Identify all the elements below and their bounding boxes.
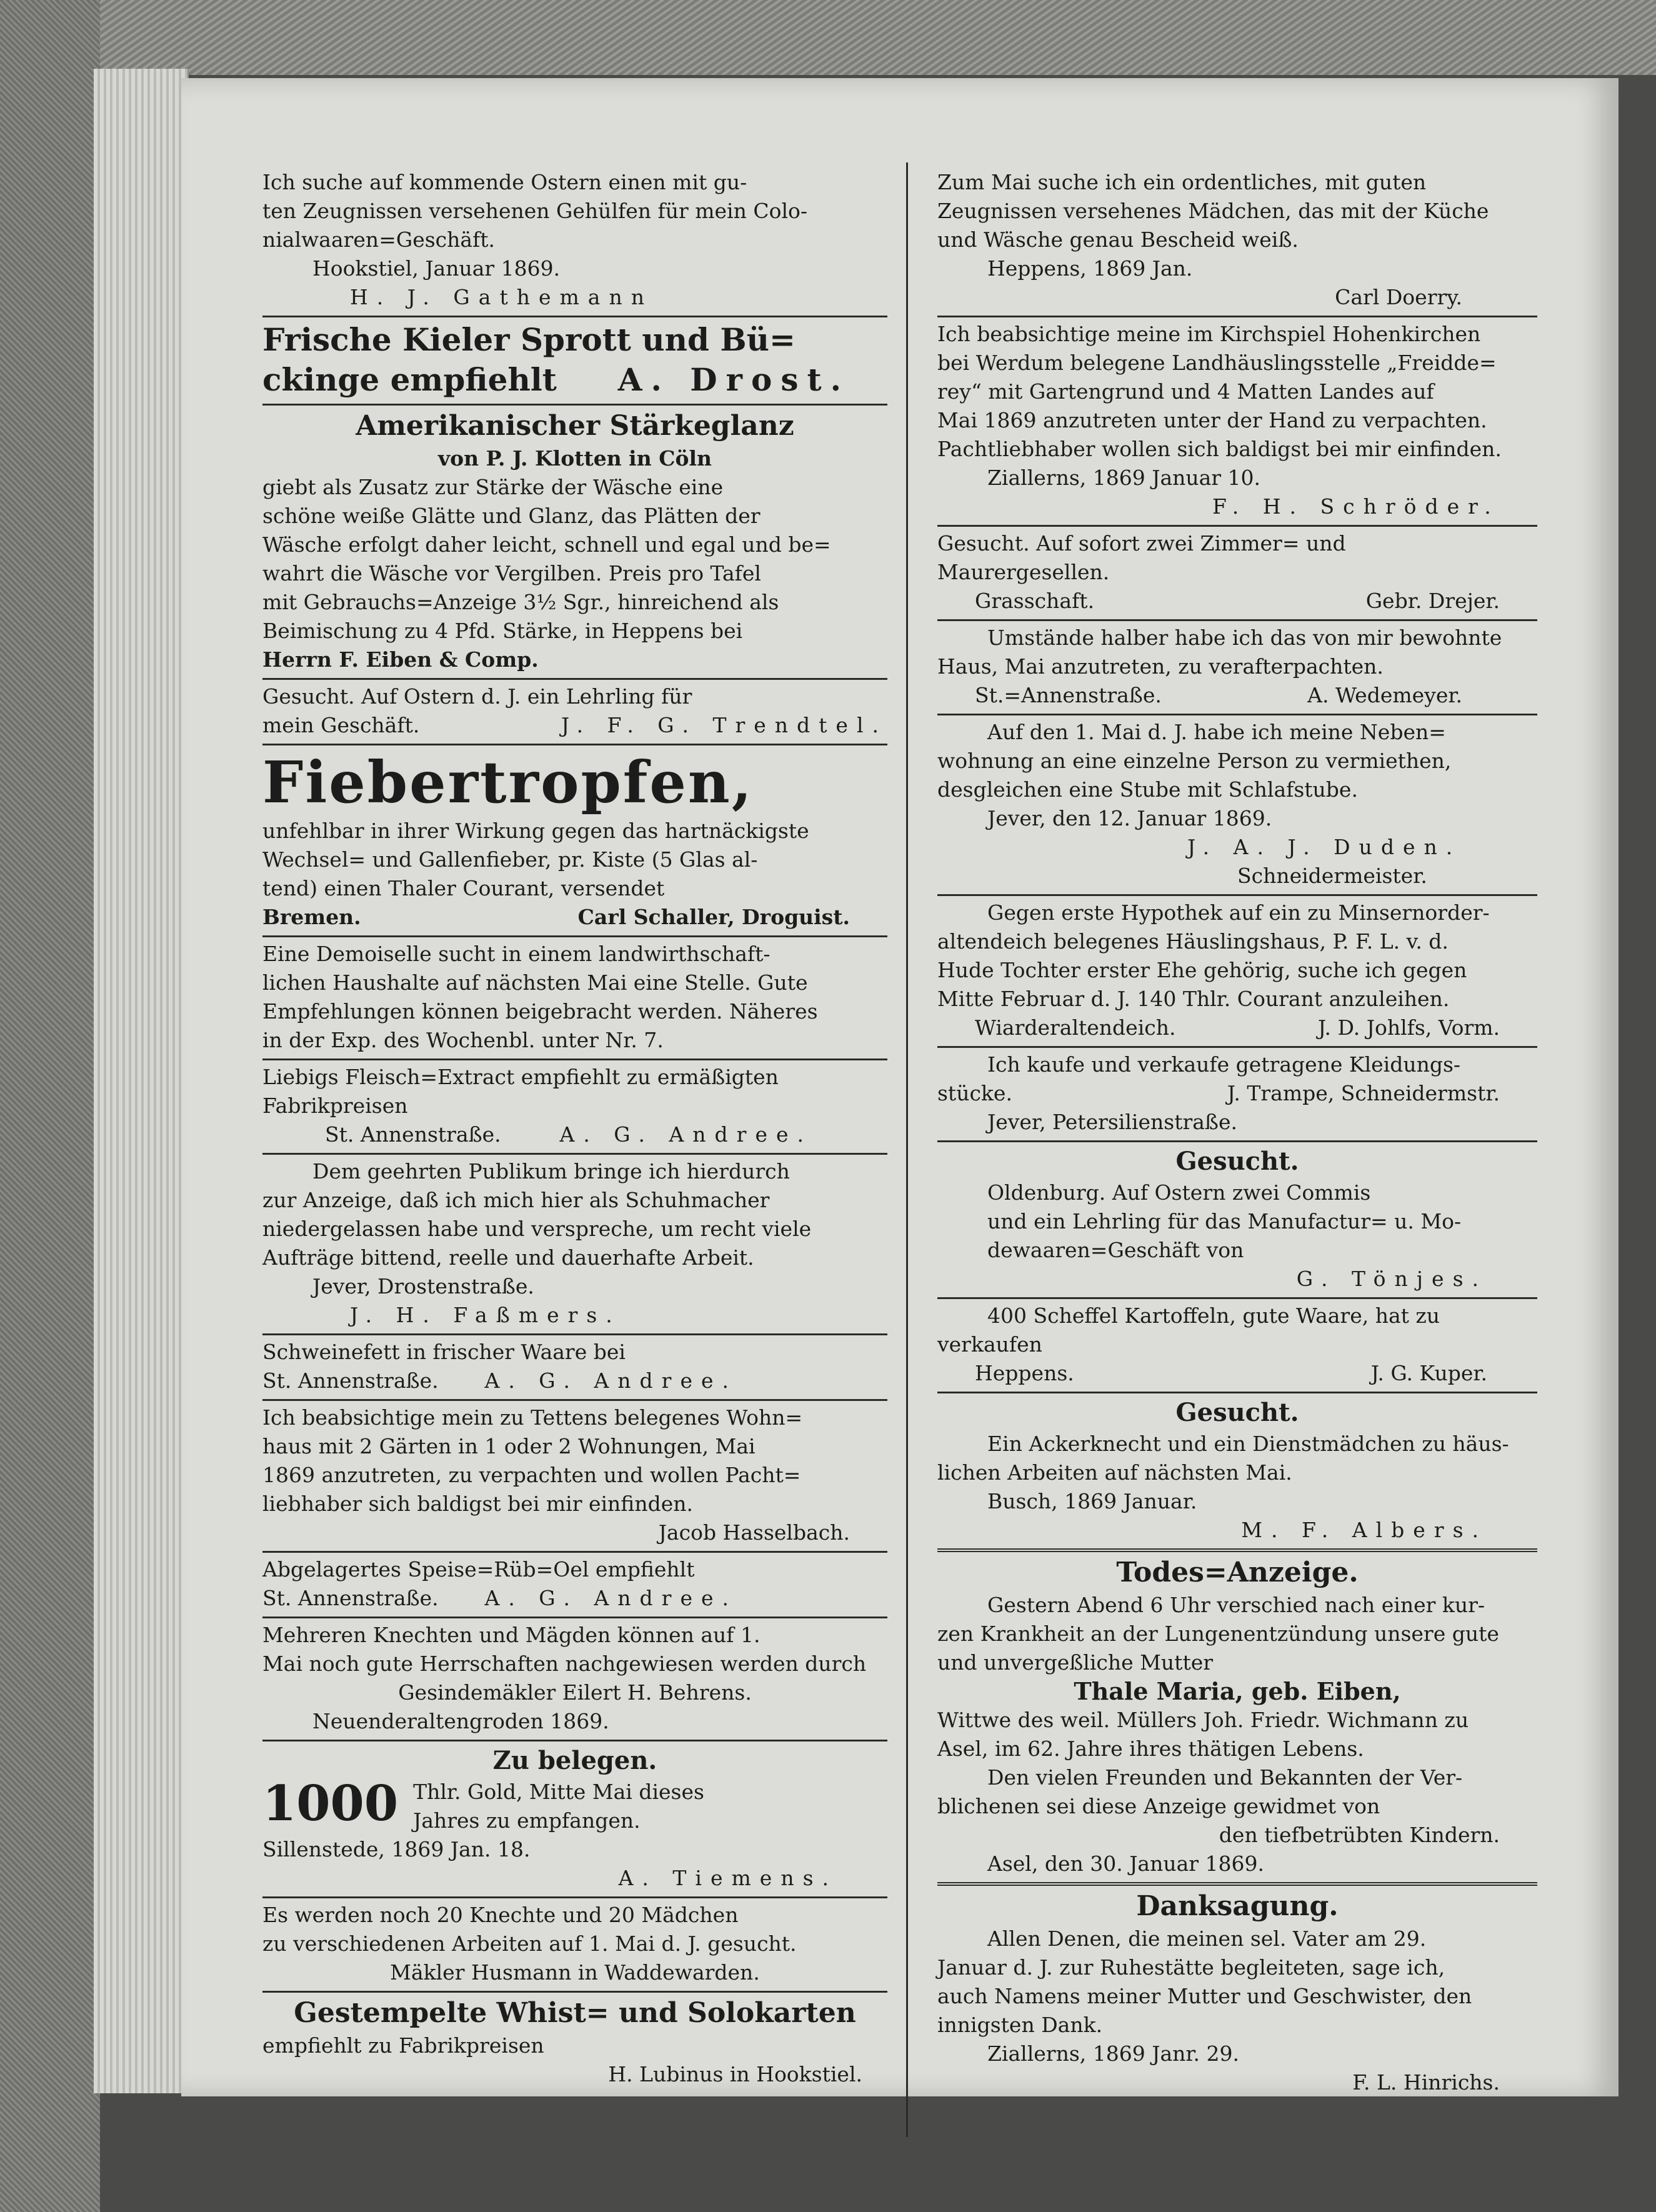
signature: Gesindemäkler Eilert H. Behrens. — [398, 1680, 752, 1705]
signature: A. G. Andree. — [484, 1368, 737, 1393]
place-date: Busch, 1869 Januar. — [987, 1489, 1197, 1513]
ad-title-2: ckinge empfiehlt — [262, 361, 557, 398]
signature: H. J. Gathemann — [350, 285, 653, 309]
place: St.=Annenstraße. — [975, 683, 1162, 707]
ad-line: empfiehlt zu Fabrikpreisen — [262, 2033, 544, 2058]
ad-line: Gestern Abend 6 Uhr verschied nach einer kur- — [987, 1593, 1485, 1617]
book-cover-left — [0, 0, 100, 2212]
left-column — [262, 166, 887, 2093]
ad-line: zu verschiedenen Arbeiten auf 1. Mai d. J. gesucht. — [262, 1931, 797, 1956]
deceased-name: Thale Maria, geb. Eiben, — [1074, 1677, 1401, 1705]
signature: Carl Doerry. — [1335, 285, 1462, 309]
signature: H. Lubinus in Hookstiel. — [608, 2062, 862, 2086]
ad-title: Amerikanischer Stärkeglanz — [356, 410, 794, 442]
ad-toenjes — [937, 1140, 1537, 1297]
ad-title: Danksagung. — [1136, 1890, 1339, 1922]
ad-line: Ich beabsichtige mein zu Tettens belegenes Wohn= — [262, 1405, 803, 1430]
signature: M. F. Albers. — [1241, 1518, 1487, 1542]
ad-line: zen Krankheit an der Lungenentzündung unsere gute — [937, 1622, 1499, 1646]
place: Bremen. — [262, 905, 361, 929]
ad-line: Wechsel= und Gallenfieber, pr. Kiste (5 Glas al- — [262, 847, 758, 872]
ad-line: Haus, Mai anzutreten, zu verafterpachten. — [937, 654, 1384, 679]
signature: F. H. Schröder. — [1212, 494, 1500, 519]
ad-line: tend) einen Thaler Courant, versendet — [262, 876, 665, 900]
amount: 1000 — [262, 1775, 399, 1832]
ad-line: innigsten Dank. — [937, 2013, 1103, 2037]
ad-line: Schweinefett in frischer Waare bei — [262, 1340, 626, 1364]
signature: J. F. G. Trendtel. — [561, 713, 887, 737]
ad-line: Herrn F. Eiben & Comp. — [262, 647, 539, 672]
ad-line: unfehlbar in ihrer Wirkung gegen das hartnäckigste — [262, 819, 809, 843]
ad-line: wahrt die Wäsche vor Vergilben. Preis pro Tafel — [262, 561, 761, 585]
place-date: Sillenstede, 1869 Jan. 18. — [262, 1837, 531, 1861]
ad-line: bei Werdum belegene Landhäuslingsstelle „Freidde= — [937, 351, 1497, 375]
ad-drost — [262, 316, 887, 404]
right-column — [937, 166, 1537, 2101]
signature: Carl Schaller, Droguist. — [577, 905, 850, 929]
ad-line: auch Namens meiner Mutter und Geschwister, den — [937, 1984, 1472, 2008]
ad-zu-belegen — [262, 1740, 887, 1896]
ad-line: wohnung an eine einzelne Person zu vermiethen, — [937, 749, 1452, 773]
ad-line: schöne weiße Glätte und Glanz, das Plätten der — [262, 504, 761, 528]
signature-title: Schneidermeister. — [1237, 864, 1427, 888]
signature: J. G. Kuper. — [1370, 1361, 1487, 1385]
place: Heppens. — [975, 1361, 1074, 1385]
ad-trendtel — [262, 678, 887, 744]
ad-speiseoel — [262, 1551, 887, 1617]
ad-line: in der Exp. des Wochenbl. unter Nr. 7. — [262, 1028, 664, 1052]
ad-title: Gesucht. — [1175, 1398, 1299, 1427]
ad-line: lichen Haushalte auf nächsten Mai eine Stelle. Gute — [262, 970, 808, 995]
ad-line: Ich beabsichtige meine im Kirchspiel Hohenkirchen — [937, 322, 1481, 346]
ad-line: Auf den 1. Mai d. J. habe ich meine Neben= — [987, 720, 1446, 744]
place-date: Jever, Petersilienstraße. — [987, 1110, 1237, 1134]
ad-line: ten Zeugnissen versehenen Gehülfen für mein Colo- — [262, 199, 808, 223]
signature: A. Drost. — [617, 361, 850, 398]
signature: Mäkler Husmann in Waddewarden. — [390, 1960, 760, 1985]
signature: J. Trampe, Schneidermstr. — [1227, 1081, 1500, 1105]
book-cover-top — [0, 0, 1656, 75]
ad-behrens — [262, 1617, 887, 1740]
column-divider — [906, 162, 908, 2137]
ad-line: Umstände halber habe ich das von mir bewohnte — [987, 625, 1502, 650]
ad-staerkeglanz — [262, 404, 887, 678]
ad-line: Aufträge bittend, reelle und dauerhafte Arbeit. — [262, 1245, 754, 1270]
ad-line: giebt als Zusatz zur Stärke der Wäsche eine — [262, 475, 724, 499]
ad-fiebertropfen — [262, 744, 887, 935]
ad-line: Pachtliebhaber wollen sich baldigst bei mir einfinden. — [937, 437, 1502, 461]
ad-line: Es werden noch 20 Knechte und 20 Mädchen — [262, 1903, 739, 1927]
ad-line: 1869 anzutreten, zu verpachten und wollen Pacht= — [262, 1463, 801, 1487]
ad-line: altendeich belegenes Häuslingshaus, P. F. L. v. d. — [937, 929, 1449, 954]
ad-line: Ein Ackerknecht und ein Dienstmädchen zu häus- — [987, 1432, 1509, 1456]
ad-line: Dem geehrten Publikum bringe ich hierdurch — [312, 1159, 790, 1183]
ad-danksagung — [937, 1882, 1537, 2101]
ad-trampe — [937, 1046, 1537, 1140]
ad-line: Asel, im 62. Jahre ihres thätigen Lebens. — [937, 1736, 1364, 1761]
ad-line: Mai 1869 anzutreten unter der Hand zu verpachten. — [937, 408, 1487, 432]
signature: G. Tönjes. — [1296, 1267, 1487, 1291]
ad-line: desgleichen eine Stube mit Schlafstube. — [937, 777, 1358, 802]
ad-line: Eine Demoiselle sucht in einem landwirthschaft- — [262, 942, 771, 966]
ad-hasselbach — [262, 1399, 887, 1551]
ad-line: Wäsche erfolgt daher leicht, schnell und egal und be= — [262, 532, 831, 557]
ad-duden — [937, 714, 1537, 894]
ad-line: Allen Denen, die meinen sel. Vater am 29. — [987, 1926, 1427, 1951]
ad-title: Frische Kieler Sprott und Bü= — [262, 321, 796, 358]
ad-line: und Wäsche genau Bescheid weiß. — [937, 227, 1299, 252]
ad-line: Liebigs Fleisch=Extract empfiehlt zu ermäßigten — [262, 1065, 779, 1089]
place-date: Jever, den 12. Januar 1869. — [987, 806, 1272, 830]
signature: J. A. J. Duden. — [1187, 835, 1462, 859]
ad-line: lichen Arbeiten auf nächsten Mai. — [937, 1460, 1292, 1485]
ad-demoiselle — [262, 935, 887, 1059]
ad-gathemann — [262, 166, 887, 316]
ad-husmann — [262, 1896, 887, 1991]
ad-line: stücke. — [937, 1081, 1012, 1105]
ad-line: rey“ mit Gartengrund und 4 Matten Landes auf — [937, 379, 1434, 404]
signature: A. G. Andree. — [484, 1586, 737, 1610]
ad-line: verkaufen — [937, 1332, 1042, 1357]
ad-line: und ein Lehrling für das Manufactur= u. Mo- — [987, 1209, 1462, 1233]
place-date: Ziallerns, 1869 Januar 10. — [987, 466, 1261, 490]
ad-johlfs — [937, 894, 1537, 1046]
ad-title: Gestempelte Whist= und Solokarten — [294, 1997, 856, 2029]
ad-schroeder — [937, 316, 1537, 525]
ad-wedemeyer — [937, 619, 1537, 714]
ad-line: Empfehlungen können beigebracht werden. Näheres — [262, 999, 818, 1024]
signature: A. G. Andree. — [559, 1122, 812, 1147]
ad-line: Zum Mai suche ich ein ordentliches, mit guten — [937, 170, 1427, 194]
ad-liebigs — [262, 1059, 887, 1153]
ad-line: blichenen sei diese Anzeige gewidmet von — [937, 1794, 1380, 1818]
place: St. Annenstraße. — [325, 1122, 501, 1147]
ad-line: Mehreren Knechten und Mägden können auf 1. — [262, 1623, 761, 1647]
place: St. Annenstraße. — [262, 1586, 439, 1610]
ad-title: Todes=Anzeige. — [1116, 1557, 1359, 1588]
place-date: Neuenderaltengroden 1869. — [312, 1709, 609, 1733]
ad-line: Jahres zu empfangen. — [413, 1808, 641, 1833]
page-edges — [94, 69, 189, 2093]
signature: A. Wedemeyer. — [1307, 683, 1462, 707]
ad-spielkarten — [262, 1991, 887, 2093]
ad-line: mein Geschäft. — [262, 713, 420, 737]
ad-line: Mai noch gute Herrschaften nachgewiesen werden durch — [262, 1652, 867, 1676]
ad-title: Gesucht. — [1175, 1147, 1299, 1176]
ad-line: niedergelassen habe und verspreche, um recht viele — [262, 1217, 812, 1241]
place: Wiarderaltendeich. — [975, 1015, 1176, 1040]
ad-title: Fiebertropfen, — [262, 749, 754, 816]
ad-title: Zu belegen. — [492, 1746, 657, 1775]
ad-doerry — [937, 166, 1537, 316]
ad-line: Thlr. Gold, Mitte Mai dieses — [413, 1780, 704, 1804]
ad-line: Abgelagertes Speise=Rüb=Oel empfiehlt — [262, 1557, 695, 1582]
place-date: Asel, den 30. Januar 1869. — [987, 1851, 1265, 1876]
ad-byline: von P. J. Klotten in Cöln — [437, 446, 712, 471]
ad-line: 400 Scheffel Kartoffeln, gute Waare, hat zu — [987, 1303, 1440, 1328]
ad-line: Wittwe des weil. Müllers Joh. Friedr. Wichmann zu — [937, 1708, 1469, 1732]
ad-line: Maurergesellen. — [937, 560, 1110, 584]
ad-line: Fabrikpreisen — [262, 1094, 408, 1118]
place-date: Ziallerns, 1869 Janr. 29. — [987, 2041, 1239, 2066]
ad-line: Gegen erste Hypothek auf ein zu Minsernorder- — [987, 900, 1490, 925]
ad-line: dewaaren=Geschäft von — [987, 1238, 1244, 1262]
signature: J. H. Faßmers. — [350, 1303, 621, 1327]
ad-line: haus mit 2 Gärten in 1 oder 2 Wohnungen, Mai — [262, 1434, 756, 1458]
place-date: Hookstiel, Januar 1869. — [312, 256, 561, 281]
ad-line: Zeugnissen versehenes Mädchen, das mit der Küche — [937, 199, 1489, 223]
place: Grasschaft. — [975, 589, 1095, 613]
ad-line: zur Anzeige, daß ich mich hier als Schuhmacher — [262, 1188, 770, 1212]
ad-line: Mitte Februar d. J. 140 Thlr. Courant anzuleihen. — [937, 987, 1450, 1011]
ad-albers — [937, 1392, 1537, 1548]
signature: Jacob Hasselbach. — [658, 1520, 850, 1545]
ad-line: Ich kaufe und verkaufe getragene Kleidungs- — [987, 1052, 1461, 1077]
ad-drejer — [937, 525, 1537, 619]
ad-line: nialwaaren=Geschäft. — [262, 227, 496, 252]
signature: J. D. Johlfs, Vorm. — [1317, 1015, 1500, 1040]
ad-line: Oldenburg. Auf Ostern zwei Commis — [987, 1180, 1371, 1205]
ad-line: Den vielen Freunden und Bekannten der Ver- — [987, 1765, 1463, 1790]
ad-line: mit Gebrauchs=Anzeige 3½ Sgr., hinreichend als — [262, 590, 779, 614]
ad-line: Januar d. J. zur Ruhestätte begleiteten, sage ich, — [937, 1955, 1445, 1980]
ad-line: Hude Tochter erster Ehe gehörig, suche ich gegen — [937, 958, 1467, 982]
ad-line: den tiefbetrübten Kindern. — [1219, 1823, 1500, 1847]
ad-line: Gesucht. Auf Ostern d. J. ein Lehrling für — [262, 684, 692, 709]
ad-schweinefett — [262, 1333, 887, 1399]
signature: F. L. Hinrichs. — [1352, 2070, 1500, 2095]
ad-line: Ich suche auf kommende Ostern einen mit gu- — [262, 170, 747, 194]
ad-line: liebhaber sich baldigst bei mir einfinden. — [262, 1492, 693, 1516]
signature: A. Tiemens. — [618, 1866, 837, 1890]
place-date: Jever, Drostenstraße. — [312, 1274, 534, 1298]
place-date: Heppens, 1869 Jan. — [987, 256, 1193, 281]
ad-line: Beimischung zu 4 Pfd. Stärke, in Heppens bei — [262, 619, 743, 643]
place: St. Annenstraße. — [262, 1368, 439, 1393]
signature: Gebr. Drejer. — [1365, 589, 1500, 613]
ad-kuper — [937, 1297, 1537, 1392]
ad-todesanzeige — [937, 1548, 1537, 1882]
ad-line: Gesucht. Auf sofort zwei Zimmer= und — [937, 531, 1346, 555]
ad-line: und unvergeßliche Mutter — [937, 1650, 1214, 1675]
ad-fassmers — [262, 1153, 887, 1333]
